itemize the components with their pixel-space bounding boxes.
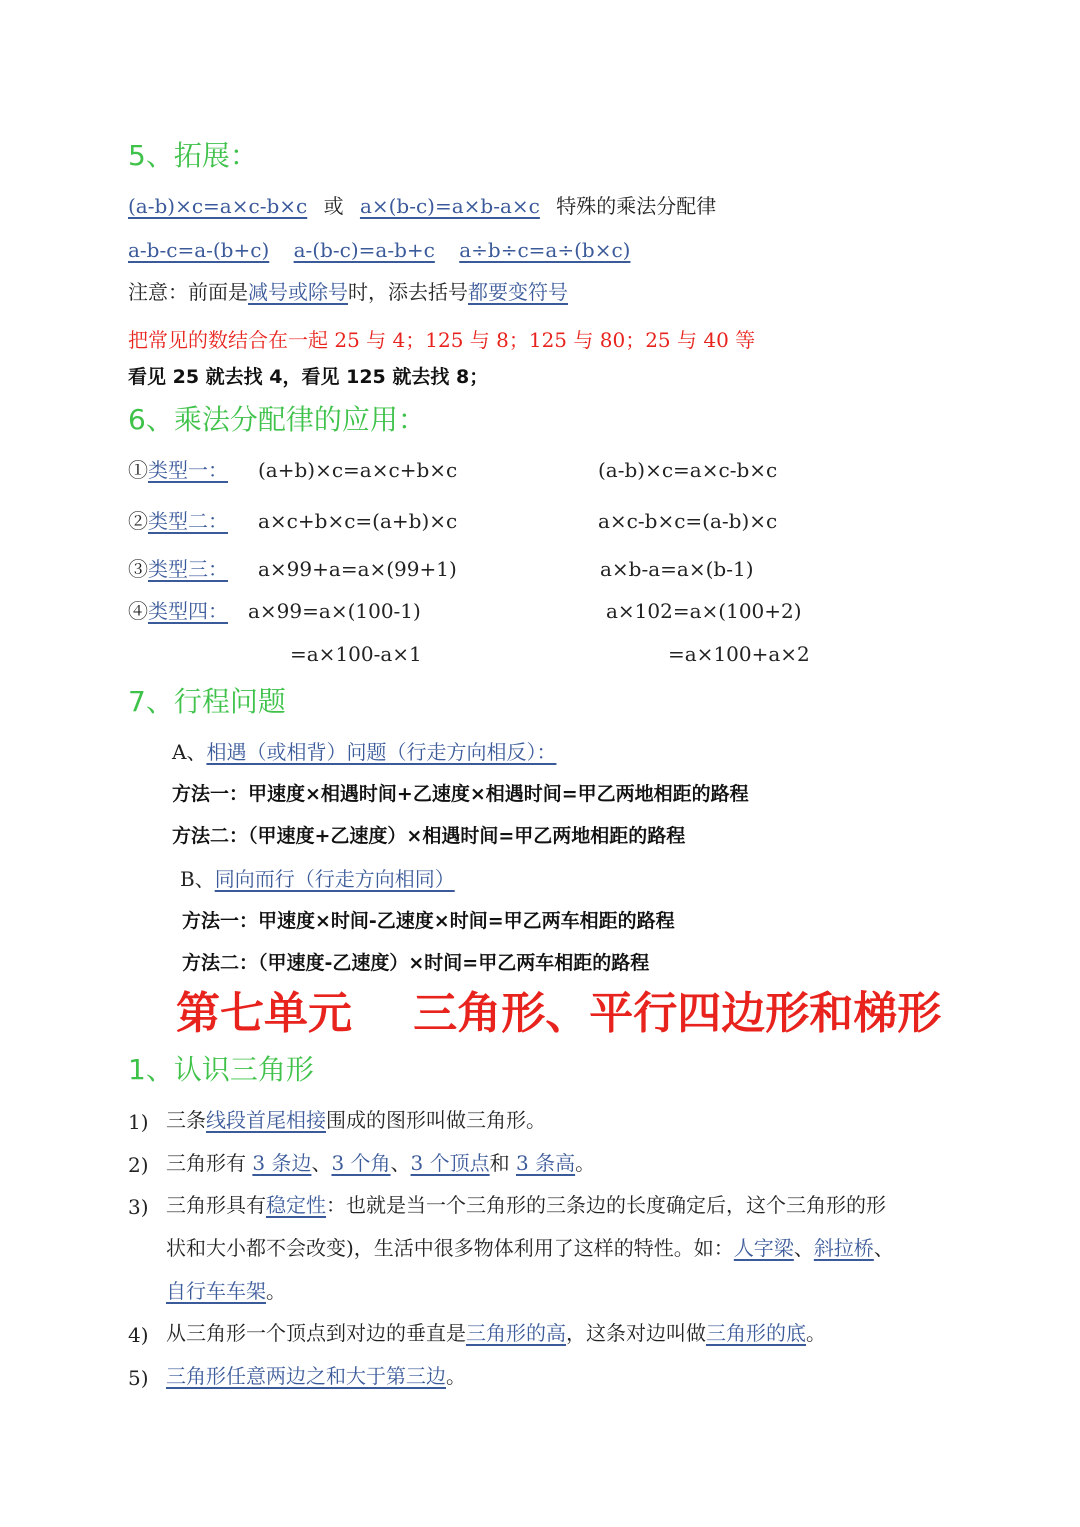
i4-u1: 三角形的高 [466, 1321, 566, 1345]
i3-l2u1: 人字梁 [733, 1236, 794, 1260]
i2-u3: 3 个顶点 [410, 1151, 490, 1175]
s5-note-row [128, 282, 568, 302]
i3-l2a: 状和大小都不会改变)，生活中很多物体利用了这样的特性。如： [166, 1236, 734, 1260]
item-3-line-3 [166, 1281, 286, 1301]
s6-row-3-right: a×b-a=a×(b-1) [600, 557, 754, 581]
i2-t4: 和 [489, 1151, 516, 1175]
unit-title: 第七单元 三角形、平行四边形和梯形 [176, 988, 942, 1039]
s7-a-prefix: A、 [172, 740, 207, 764]
i3-t1: 三角形具有 [166, 1193, 266, 1217]
s6-cont-left: =a×100-a×1 [290, 642, 422, 666]
s6-row-4-label [128, 601, 228, 621]
s5-or: 或 [323, 194, 344, 218]
circle-num-4: ④ [128, 599, 148, 623]
note-underline-2: 都要变符号 [468, 280, 568, 304]
item-3-line-2 [166, 1238, 894, 1258]
s6-row-1-left: (a+b)×c=a×c+b×c [258, 458, 458, 482]
item-4-text [166, 1323, 826, 1343]
note-underline-1: 减号或除号 [248, 280, 348, 304]
s6-cont-right: =a×100+a×2 [668, 642, 810, 666]
i5-t1: 。 [446, 1364, 466, 1388]
i1-t2: 围成的图形叫做三角形。 [326, 1108, 546, 1132]
item-3-number: 3) [128, 1195, 149, 1219]
s6-row-2-right: a×c-b×c=(a-b)×c [598, 509, 778, 533]
s5-formula-3: a-b-c=a-(b+c) [128, 238, 270, 262]
i1-t1: 三条 [166, 1108, 206, 1132]
s7-b-header [180, 869, 455, 889]
i3-t2: ：也就是当一个三角形的三条边的长度确定后，这个三角形的形 [326, 1193, 886, 1217]
s6-row-4-left: a×99=a×(100-1) [248, 599, 421, 623]
i3-l2u2: 斜拉桥 [813, 1236, 874, 1260]
s6-row-3-left: a×99+a=a×(99+1) [258, 557, 457, 581]
s6-row-4-right: a×102=a×(100+2) [606, 599, 802, 623]
type-label-4: 类型四： [148, 599, 228, 623]
item-5-text [166, 1366, 466, 1386]
s6-row-2-left: a×c+b×c=(a+b)×c [258, 509, 458, 533]
s6-row-2-label [128, 511, 228, 531]
s6-row-3-label [128, 559, 228, 579]
section-7-title: 7、行程问题 [128, 685, 286, 718]
s7-a-header [172, 742, 556, 762]
circle-num-1: ① [128, 458, 148, 482]
section-1-title: 1、认识三角形 [128, 1053, 314, 1086]
s7-a-label: 相遇（或相背）问题（行走方向相反）： [206, 740, 557, 764]
i1-u1: 线段首尾相接 [206, 1108, 326, 1132]
i3-l2c: 、 [873, 1236, 894, 1260]
i2-t2: 、 [311, 1151, 332, 1175]
circle-num-3: ③ [128, 557, 148, 581]
note-text-2: 时，添去括号 [348, 280, 468, 304]
section-5-title: 5、拓展： [128, 139, 258, 172]
s7-a-method-1: 方法一：甲速度×相遇时间+乙速度×相遇时间=甲乙两地相距的路程 [172, 783, 749, 805]
s5-bold-line: 看见 25 就去找 4，看见 125 就去找 8； [128, 366, 489, 388]
note-text-1: 注意：前面是 [128, 280, 248, 304]
item-4-number: 4) [128, 1323, 149, 1347]
s5-formula-2: a×(b-c)=a×b-a×c [359, 194, 540, 218]
type-label-3: 类型三： [148, 557, 228, 581]
s5-formula-4: a-(b-c)=a-b+c [293, 238, 435, 262]
i4-t3: 。 [806, 1321, 826, 1345]
i5-u1: 三角形任意两边之和大于第三边 [166, 1364, 446, 1388]
s7-b-method-2: 方法二：（甲速度-乙速度）×时间=甲乙两车相距的路程 [182, 952, 650, 974]
i3-l3u: 自行车车架 [166, 1279, 266, 1303]
i2-u4: 3 条高 [516, 1151, 576, 1175]
i2-u2: 3 个角 [331, 1151, 391, 1175]
i2-t3: 、 [390, 1151, 411, 1175]
s5-red-line: 把常见的数结合在一起 25 与 4；125 与 8；125 与 80；25 与 40 等 [128, 328, 756, 352]
item-2-text [166, 1153, 595, 1173]
i3-u1: 稳定性 [266, 1193, 326, 1217]
s7-b-method-1: 方法一：甲速度×时间-乙速度×时间=甲乙两车相距的路程 [182, 910, 675, 932]
s6-row-1-label [128, 460, 228, 480]
type-label-1: 类型一： [148, 458, 228, 482]
i2-t1: 三角形有 [166, 1151, 253, 1175]
item-2-number: 2) [128, 1153, 149, 1177]
i4-t1: 从三角形一个顶点到对边的垂直是 [166, 1321, 466, 1345]
i2-t5: 。 [575, 1151, 596, 1175]
s5-row2 [128, 240, 630, 260]
circle-num-2: ② [128, 509, 148, 533]
s5-row1 [128, 196, 716, 216]
item-1-number: 1) [128, 1110, 149, 1134]
i3-l2b: 、 [793, 1236, 814, 1260]
i3-l3b: 。 [266, 1279, 286, 1303]
s5-formula-1: (a-b)×c=a×c-b×c [128, 194, 308, 218]
s5-formula-5: a÷b÷c=a÷(b×c) [459, 238, 631, 262]
s7-a-method-2: 方法二：（甲速度+乙速度）×相遇时间=甲乙两地相距的路程 [172, 825, 686, 847]
i4-u2: 三角形的底 [706, 1321, 806, 1345]
s5-note: 特殊的乘法分配律 [556, 194, 717, 218]
i2-u1: 3 条边 [252, 1151, 312, 1175]
section-6-title: 6、乘法分配律的应用： [128, 403, 426, 436]
i4-t2: ，这条对边叫做 [566, 1321, 706, 1345]
item-1-text [166, 1110, 546, 1130]
item-5-number: 5) [128, 1366, 149, 1390]
s7-b-prefix: B、 [180, 867, 215, 891]
s6-row-1-right: (a-b)×c=a×c-b×c [598, 458, 778, 482]
s7-b-label: 同向而行（行走方向相同） [214, 867, 455, 891]
type-label-2: 类型二： [148, 509, 228, 533]
item-3-line-1 [166, 1195, 886, 1215]
